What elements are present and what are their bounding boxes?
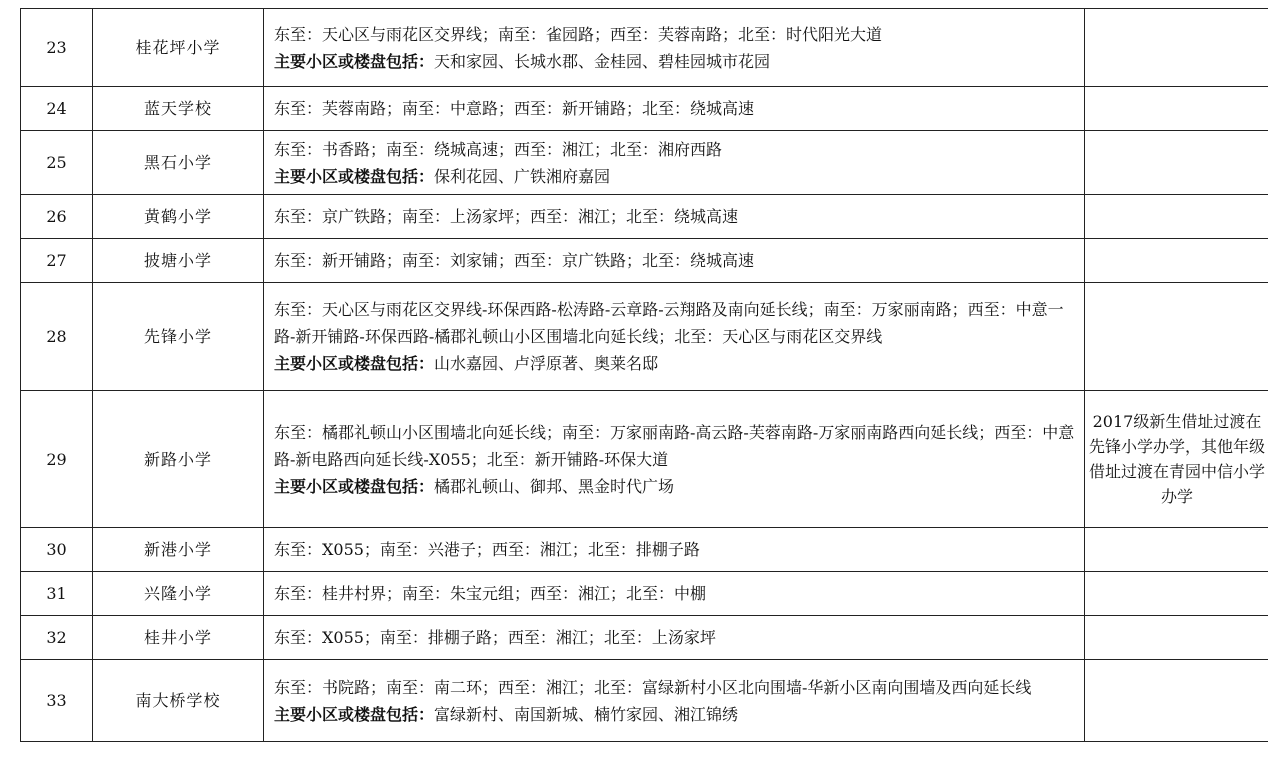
table-row xyxy=(21,391,1268,528)
boundary-text: 东至：X055；南至：排棚子路；西至：湘江；北至：上汤家坪 xyxy=(274,628,716,647)
boundary-cell xyxy=(264,195,1085,239)
boundary-cell xyxy=(264,87,1085,131)
row-number: 28 xyxy=(21,283,93,391)
communities-list: 天和家园、长城水郡、金桂园、碧桂园城市花园 xyxy=(434,51,771,71)
communities-label: 主要小区或楼盘包括： xyxy=(274,51,435,71)
note-cell xyxy=(1085,572,1268,616)
row-number: 33 xyxy=(21,660,93,742)
row-number: 30 xyxy=(21,528,93,572)
note-cell xyxy=(1085,660,1268,742)
note-cell: 2017级新生借址过渡在先锋小学办学，其他年级借址过渡在青园中信小学办学 xyxy=(1085,391,1268,528)
note-cell xyxy=(1085,283,1268,391)
row-number: 29 xyxy=(21,391,93,528)
communities-label: 主要小区或楼盘包括： xyxy=(274,354,435,373)
row-number: 23 xyxy=(21,9,93,87)
communities-line xyxy=(274,48,1076,75)
communities-list: 山水嘉园、卢浮原著、奥莱名邸 xyxy=(434,354,659,373)
communities-list: 保利花园、广铁湘府嘉园 xyxy=(434,166,611,186)
school-name: 桂花坪小学 xyxy=(93,9,264,87)
row-number: 24 xyxy=(21,87,93,131)
communities-line xyxy=(274,701,1076,728)
communities-line xyxy=(274,350,1076,377)
school-name: 新港小学 xyxy=(93,528,264,572)
communities-list: 富绿新村、南国新城、楠竹家园、湘江锦绣 xyxy=(434,704,739,724)
row-number: 31 xyxy=(21,572,93,616)
boundary-text: 东至：书院路；南至：南二环；西至：湘江；北至：富绿新村小区北向围墙-华新小区南向围墙及西向延长线 xyxy=(274,677,1032,697)
boundary-cell xyxy=(264,572,1085,616)
boundary-text: 东至：天心区与雨花区交界线-环保西路-松涛路-云章路-云翔路及南向延长线；南至：万家丽南路；西至：中意一路-新开铺路-环保西路-橘郡礼顿山小区围墙北向延长线；北至：天心区与雨花区交界线 xyxy=(274,300,1064,346)
boundary-text: 东至：芙蓉南路；南至：中意路；西至：新开铺路；北至：绕城高速 xyxy=(274,99,755,118)
row-number: 32 xyxy=(21,616,93,660)
communities-line xyxy=(274,473,1076,500)
table-row xyxy=(21,239,1268,283)
boundary-cell xyxy=(264,616,1085,660)
boundary-text: 东至：新开铺路；南至：刘家铺；西至：京广铁路；北至：绕城高速 xyxy=(274,251,755,270)
boundary-cell xyxy=(264,660,1085,742)
table-row xyxy=(21,616,1268,660)
boundary-cell xyxy=(264,528,1085,572)
school-name: 南大桥学校 xyxy=(93,660,264,742)
table-row xyxy=(21,87,1268,131)
boundary-text: 东至：橘郡礼顿山小区围墙北向延长线；南至：万家丽南路-高云路-芙蓉南路-万家丽南路西向延长线；西至：中意路-新电路西向延长线-X055；北至：新开铺路-环保大道 xyxy=(274,422,1075,469)
row-number: 26 xyxy=(21,195,93,239)
communities-label: 主要小区或楼盘包括： xyxy=(274,166,435,186)
table-body xyxy=(21,9,1268,742)
boundary-cell xyxy=(264,131,1085,195)
note-cell xyxy=(1085,87,1268,131)
school-name: 黑石小学 xyxy=(93,131,264,195)
table-row xyxy=(21,528,1268,572)
school-name: 兴隆小学 xyxy=(93,572,264,616)
communities-line xyxy=(274,163,1076,190)
communities-list: 橘郡礼顿山、御邦、黑金时代广场 xyxy=(434,476,675,496)
boundary-cell xyxy=(264,283,1085,391)
school-name: 黄鹤小学 xyxy=(93,195,264,239)
communities-label: 主要小区或楼盘包括： xyxy=(274,704,435,724)
note-cell xyxy=(1085,239,1268,283)
school-name: 新路小学 xyxy=(93,391,264,528)
note-cell xyxy=(1085,195,1268,239)
table-row xyxy=(21,283,1268,391)
school-name: 蓝天学校 xyxy=(93,87,264,131)
table-row xyxy=(21,131,1268,195)
school-district-table xyxy=(20,8,1268,742)
boundary-text: 东至：京广铁路；南至：上汤家坪；西至：湘江；北至：绕城高速 xyxy=(274,207,739,226)
school-name: 披塘小学 xyxy=(93,239,264,283)
table-row xyxy=(21,572,1268,616)
communities-label: 主要小区或楼盘包括： xyxy=(274,476,435,496)
note-cell xyxy=(1085,9,1268,87)
table-row xyxy=(21,9,1268,87)
school-name: 桂井小学 xyxy=(93,616,264,660)
boundary-text: 东至：书香路；南至：绕城高速；西至：湘江；北至：湘府西路 xyxy=(274,139,723,159)
table-row xyxy=(21,660,1268,742)
boundary-text: 东至：天心区与雨花区交界线；南至：雀园路；西至：芙蓉南路；北至：时代阳光大道 xyxy=(274,24,883,44)
boundary-text: 东至：桂井村界；南至：朱宝元组；西至：湘江；北至：中棚 xyxy=(274,584,707,603)
boundary-cell xyxy=(264,391,1085,528)
note-cell xyxy=(1085,616,1268,660)
boundary-cell xyxy=(264,239,1085,283)
note-cell xyxy=(1085,131,1268,195)
boundary-text: 东至：X055；南至：兴港子；西至：湘江；北至：排棚子路 xyxy=(274,540,700,559)
boundary-cell xyxy=(264,9,1085,87)
school-name: 先锋小学 xyxy=(93,283,264,391)
row-number: 25 xyxy=(21,131,93,195)
note-cell xyxy=(1085,528,1268,572)
table-row xyxy=(21,195,1268,239)
row-number: 27 xyxy=(21,239,93,283)
